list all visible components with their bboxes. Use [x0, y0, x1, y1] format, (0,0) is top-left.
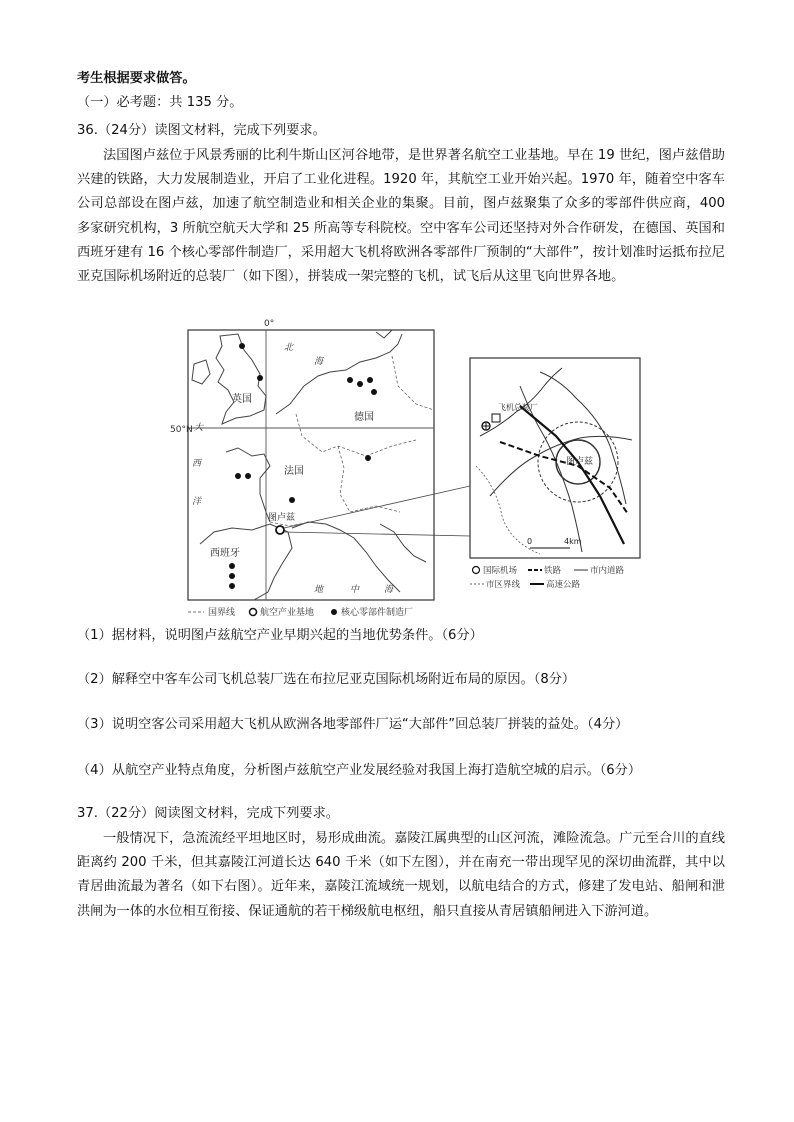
legend-factory: 核心零部件制造厂: [341, 608, 414, 618]
factory-dot: [371, 389, 377, 395]
factory-dot: [347, 377, 353, 383]
factory-dot: [289, 497, 295, 503]
factory-dot: [245, 473, 251, 479]
label-spain: 西班牙: [210, 548, 240, 559]
legend-highway: 高速公路: [546, 580, 581, 590]
factory-dot: [257, 375, 263, 381]
sea-label-2: 海: [314, 357, 324, 367]
legend-airport: 国际机场: [483, 566, 518, 576]
exam-instruction: 考生根据要求做答。: [77, 71, 196, 86]
q36-sub3: （3）说明空客公司采用超大飞机从欧洲各地零部件厂运“大部件”回总装厂拼装的益处。（4分）: [77, 717, 629, 732]
q36-sub2: （2）解释空中客车公司飞机总装厂选在布拉尼亚克国际机场附近布局的原因。（8分）: [77, 672, 576, 687]
scale-end: 4km: [564, 537, 582, 546]
toulouse-base-marker: [276, 526, 284, 534]
factory-dot: [357, 381, 363, 387]
label-germany: 德国: [354, 412, 374, 423]
q37-paragraph: 一般情况下，急流流经平坦地区时，易形成曲流。嘉陵江属典型的山区河流，滩险流急。广元至合川的直线距离约 200 千米，但其嘉陵江河道长达 640 千米（如下左图），并在南充一带出现罕见的深切曲流群，其中以青居曲流最为著名（如下右图）。近年来，嘉陵江流域统一规划，以航电结合的方式，修建了发电站、船闸和泄洪闸为一体的水位相互衔接、保证通航的若干梯级航电枢纽，船只直接从青居镇船闸进入下游河道。: [77, 831, 725, 919]
sea-label-1: 北: [284, 343, 294, 353]
lat-label: 50°N: [170, 425, 193, 435]
legend-border: 国界线: [208, 608, 236, 618]
label-uk: 英国: [232, 394, 252, 405]
sea-label-3: 大: [194, 423, 204, 433]
label-france: 法国: [284, 466, 304, 477]
q37-title: 37.（22分）阅读图文材料，完成下列要求。: [77, 806, 339, 821]
scale-zero: 0: [527, 537, 533, 546]
factory-dot: [235, 473, 241, 479]
assembly-plant-label: 飞机总装厂: [498, 403, 538, 412]
lon-label: 0°: [264, 319, 275, 329]
factory-dot: [365, 455, 371, 461]
legend-railway: 铁路: [544, 566, 562, 576]
sea-label-4: 西: [192, 459, 202, 469]
sea-label-7: 中: [350, 585, 360, 595]
section-heading: （一）必考题：共 135 分。: [77, 95, 243, 110]
assembly-plant-marker: [492, 414, 500, 422]
factory-dot: [229, 563, 235, 569]
figure-toulouse-maps: [170, 316, 650, 618]
q36-title: 36.（24分）读图文材料，完成下列要求。: [77, 123, 326, 138]
main-map-frame: [188, 330, 434, 600]
inset-city-label: 图卢兹: [566, 457, 594, 467]
legend-aviation-base: 航空产业基地: [260, 608, 315, 618]
factory-dot: [239, 343, 245, 349]
factory-dot: [229, 573, 235, 579]
sea-label-6: 地: [314, 585, 324, 595]
q36-sub4: （4）从航空产业特点角度，分析图卢兹航空产业发展经验对我国上海打造航空城的启示。（6分）: [77, 763, 642, 778]
q36-paragraph: 法国图卢兹位于风景秀丽的比利牛斯山区河谷地带，是世界著名航空工业基地。早在 19 世纪，图卢兹借助兴建的铁路，大力发展制造业，开启了工业化进程。1920 年，其航空工业开始兴起。1970 年，随着空中客车公司总部设在图卢兹，加速了航空制造业和相关企业的集聚。目前，图卢兹聚集了众多的零部件供应商，400 多家研究机构，3 所航空航天大学和 25 所高等专科院校。空中客车公司还坚持对外合作研发，在德国、英国和西班牙建有 16 个核心零部件制造厂，采用超大飞机将欧洲各零部件厂预制的“大部件”，按计划准时运抵布拉尼亚克国际机场附近的总装厂（如下图），拼装成一架完整的飞机，试飞后从这里飞向世界各地。: [77, 148, 725, 285]
legend-city-boundary: 市区界线: [486, 580, 521, 590]
sea-label-5: 洋: [192, 497, 202, 507]
q36-sub1: （1）据材料，说明图卢兹航空产业早期兴起的当地优势条件。（6分）: [77, 628, 483, 643]
factory-dot: [367, 377, 373, 383]
legend-city-road: 市内道路: [590, 566, 625, 576]
factory-dot: [229, 583, 235, 589]
toulouse-label: 图卢兹: [268, 513, 296, 523]
sea-label-8: 海: [384, 585, 394, 595]
